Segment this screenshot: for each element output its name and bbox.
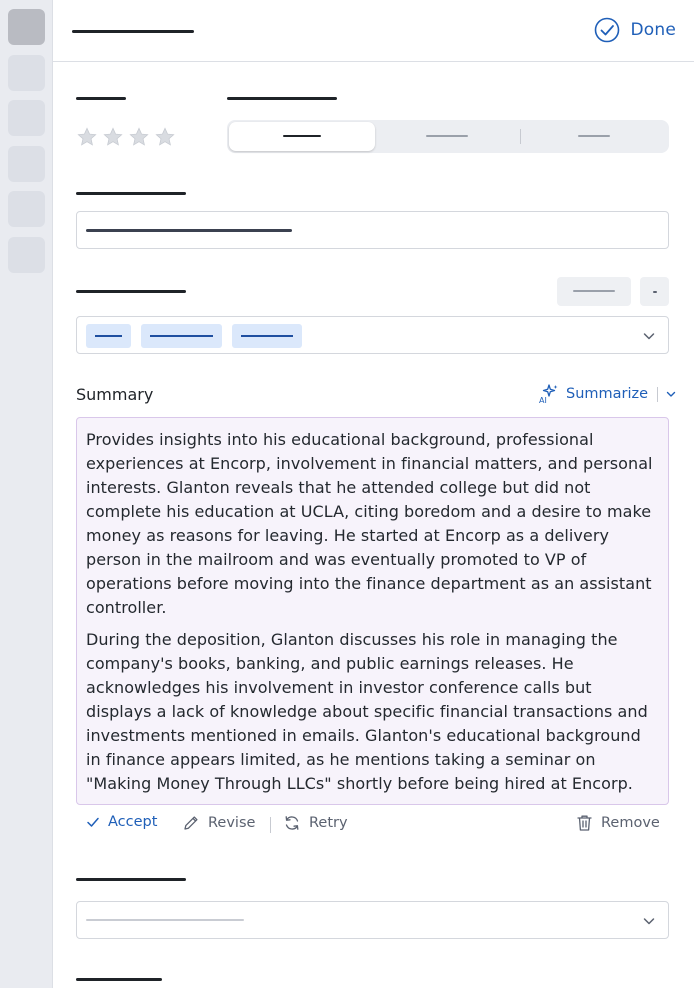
segment-2[interactable]: [377, 122, 519, 151]
tags-action-button[interactable]: [557, 277, 631, 306]
summary-text[interactable]: [76, 417, 669, 805]
header: [53, 0, 694, 62]
segment-3-label: [578, 135, 610, 137]
star-icon[interactable]: [154, 126, 176, 148]
check-icon: [86, 815, 100, 829]
pencil-icon: [182, 814, 200, 832]
chevron-down-icon[interactable]: [642, 329, 656, 343]
rail-item-1[interactable]: [8, 9, 45, 45]
ai-badge: AI: [539, 396, 547, 404]
segmented-control: [227, 120, 669, 153]
remove-label: Remove: [601, 815, 660, 831]
tags-select[interactable]: [76, 316, 669, 354]
segment-2-label: [426, 135, 468, 137]
rail-item-4[interactable]: [8, 146, 45, 182]
chevron-down-icon[interactable]: [666, 389, 676, 399]
rail-item-5[interactable]: [8, 191, 45, 227]
star-rating[interactable]: [76, 126, 176, 148]
star-icon[interactable]: [76, 126, 98, 148]
header-title-placeholder: [72, 30, 194, 33]
summary-label: Summary: [76, 385, 154, 404]
retry-label: Retry: [309, 815, 348, 831]
text-input-value-placeholder: [86, 229, 292, 232]
done-button[interactable]: [594, 17, 676, 43]
star-icon[interactable]: [102, 126, 124, 148]
tag-chip[interactable]: [232, 324, 302, 348]
check-circle-icon: [594, 17, 620, 43]
accept-button[interactable]: [86, 814, 157, 830]
tags-label-placeholder: [76, 290, 186, 293]
revise-button[interactable]: [182, 814, 255, 832]
actions-separator: [270, 817, 271, 833]
rail-item-6[interactable]: [8, 237, 45, 273]
refresh-icon: [283, 814, 301, 832]
rating-label-placeholder: [76, 97, 126, 100]
summary-paragraph-2: During the deposition, Glanton discusses his role in managing the company's books, banking, and public earnings releases. He acknowledges his involvement in investor conference calls but displays a lack of knowledge about specific financial transactions and investments mentioned in emails. Glanton's educational background in finance appears limited, as he mentions taking a seminar on "Making Money Through LLCs" shortly before being hired at Encorp.: [86, 630, 648, 793]
segment-label-placeholder: [227, 97, 337, 100]
tag-chip[interactable]: [141, 324, 222, 348]
next-label-placeholder: [76, 978, 162, 981]
sparkle-ai-icon: [538, 384, 560, 404]
segment-1[interactable]: [229, 122, 375, 151]
rail-item-3[interactable]: [8, 100, 45, 136]
summarize-label: Summarize: [566, 386, 649, 402]
segment-1-label: [283, 135, 321, 137]
select-dropdown[interactable]: [76, 901, 669, 939]
field-1-label-placeholder: [76, 192, 186, 195]
summary-actions: [76, 812, 669, 836]
left-rail: [0, 0, 53, 988]
retry-button[interactable]: [283, 814, 348, 832]
summarize-button[interactable]: [538, 384, 676, 404]
revise-label: Revise: [208, 815, 256, 831]
trash-icon: [576, 814, 593, 832]
tags-secondary-button[interactable]: [640, 277, 669, 306]
rail-item-2[interactable]: [8, 55, 45, 91]
star-icon[interactable]: [128, 126, 150, 148]
tags-action-label: [573, 290, 615, 292]
chevron-down-icon[interactable]: [642, 914, 656, 928]
text-input[interactable]: [76, 211, 669, 249]
segment-3[interactable]: [523, 122, 667, 151]
summary-paragraph-1: Provides insights into his educational background, professional experiences at Encorp, involvement in financial matters, and personal interests. Glanton reveals that he attended college but did not complete his education at UCLA, citing boredom and a desire to make money as reasons for leaving. He started at Encorp as a delivery person in the mailroom and was eventually promoted to VP of operations before moving into the finance department as an assistant controller.: [86, 430, 653, 617]
remove-button[interactable]: [576, 814, 660, 832]
tags-secondary-label: [653, 291, 657, 293]
done-label: Done: [630, 20, 676, 40]
segment-divider: [520, 129, 521, 144]
accept-label: Accept: [108, 814, 158, 830]
tag-chip[interactable]: [86, 324, 131, 348]
select-label-placeholder: [76, 878, 186, 881]
select-value-placeholder: [86, 919, 244, 921]
summarize-separator: [657, 387, 658, 402]
